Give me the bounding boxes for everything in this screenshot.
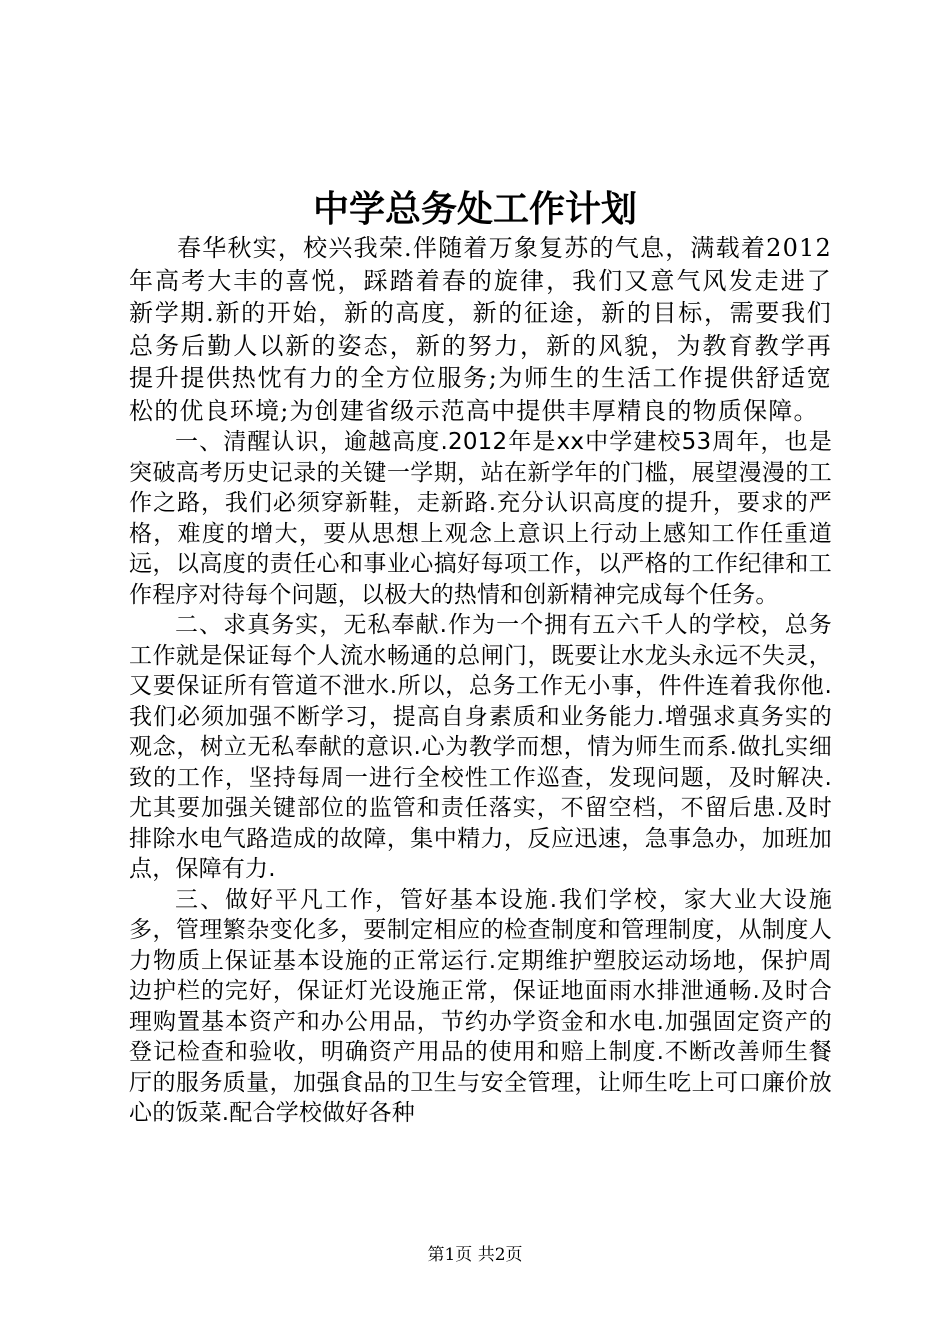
page-footer: 第1页 共2页 [427, 1245, 523, 1265]
paragraph-section-1: 一、清醒认识，逾越高度.2012年是xx中学建校53周年，也是突破高考历史记录的关键一学期，站在新学年的门槛，展望漫漫的工作之路，我们必须穿新鞋，走新路.充分认识高度的提升，要求的严格，难度的增大，要从思想上观念上意识上行动上感知工作任重道远，以高度的责任心和事业心搞好每项工作，以严格的工作纪律和工作程序对待每个问题，以极大的热情和创新精神完成每个任务。 [129, 429, 832, 608]
document-body [129, 232, 832, 1129]
paragraph-intro: 春华秋实，校兴我荣.伴随着万象复苏的气息，满载着2012年高考大丰的喜悦，踩踏着春的旋律，我们又意气风发走进了新学期.新的开始，新的高度，新的征途，新的目标，需要我们总务后勤人以新的姿态，新的努力，新的风貌，为教育教学再提升提供热忱有力的全方位服务;为师生的生活工作提供舒适宽松的优良环境;为创建省级示范高中提供丰厚精良的物质保障。 [129, 234, 832, 425]
document-title: 中学总务处工作计划 [312, 188, 637, 230]
paragraph-section-3: 三、做好平凡工作，管好基本设施.我们学校，家大业大设施多，管理繁杂变化多，要制定相应的检查制度和管理制度，从制度人力物质上保证基本设施的正常运行.定期维护塑胶运动场地，保护周边护栏的完好，保证灯光设施正常，保证地面雨水排泄通畅.及时合理购置基本资产和办公用品，节约办学资金和水电.加强固定资产的登记检查和验收，明确资产用品的使用和赔上制度.不断改善师生餐厅的服务质量，加强食品的卫生与安全管理，让师生吃上可口廉价放心的饭菜.配合学校做好各种 [129, 886, 832, 1126]
paragraph-section-2: 二、求真务实，无私奉献.作为一个拥有五六千人的学校，总务工作就是保证每个人流水畅通的总闸门，既要让水龙头永远不失灵，又要保证所有管道不泄水.所以，总务工作无小事，件件连着我你他.我们必须加强不断学习，提高自身素质和业务能力.增强求真务实的观念，树立无私奉献的意识.心为教学而想，情为师生而系.做扎实细致的工作，坚持每周一进行全校性工作巡查，发现问题，及时解决.尤其要加强关键部位的监管和责任落实，不留空档，不留后患.及时排除水电气路造成的故障，集中精力，反应迅速，急事急办，加班加点，保障有力. [129, 612, 832, 882]
